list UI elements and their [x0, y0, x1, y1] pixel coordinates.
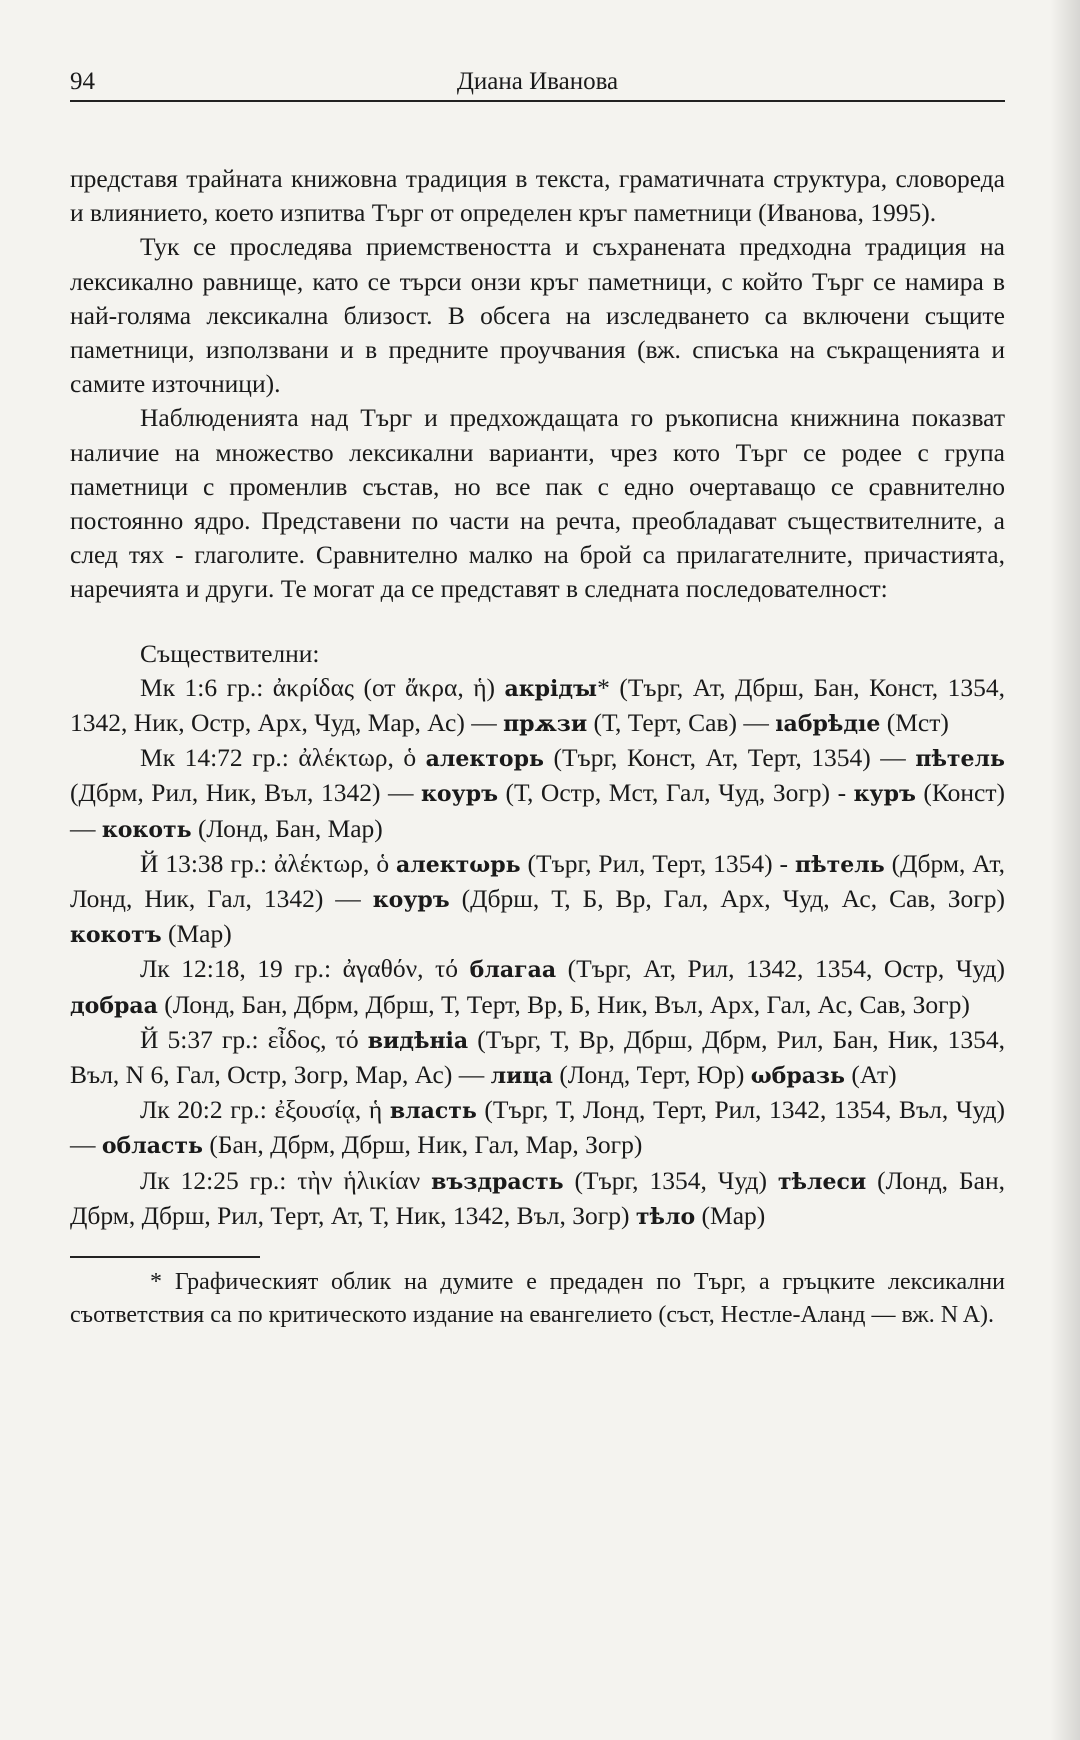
entry: Й 13:38 гр.: ἀλέκτωρ, ὁ алектωрь (Търг, Рил, Терт, 1354) - пѣтель (Дбрм, Ат, Лонд, Ник, Гал, 1342) — коуръ (Дбрш, Т, Б, Вр, Гал, Арх, Чуд, Ас, Сав, Зогр) кокотъ (Мар) — [70, 848, 1006, 949]
running-head: Диана Иванова — [456, 68, 619, 95]
page-number: 94 — [70, 68, 95, 95]
paragraph: Наблюденията над Търг и предхождащата го ръкописна книжнина показват наличие на множество лексикални варианти, чрез кото Търг се родее с група паметници с променлив състав, но все пак с едно очертаващо се сравнително постоянно ядро. Представени по части на речта, преобладават съществителните, а след тях - глаголите. Сравнително малко на брой са прилагателните, причастията, наречията и други. Те могат да се представят в следната последователност: — [70, 403, 1005, 604]
paragraph: Тук се проследява приемствеността и съхранената предходна традиция на лексикално равнище, като се търси онзи кръг паметници, с който Търг се намира в най-голяма лексикална близост. В обсега на изследването са включени същите паметници, използвани и в предните проучвания (вж. списъка на съкращенията и самите източници). — [70, 232, 1005, 399]
entry: Мк 14:72 гр.: ἀλέκτωρ, ὁ алекторь (Търг, Конст, Ат, Терт, 1354) — пѣтель (Дбрм, Рил, Ник, Въл, 1342) — коуръ (Т, Остр, Мст, Гал, Чуд, Зогр) - куръ (Конст) — кокоть (Лонд, Бан, Мар) — [70, 743, 1005, 843]
section-heading: Съществителни: — [140, 638, 320, 668]
entry: Лк 20:2 гр.: ἐξουσίᾳ, ἡ власть (Търг, Т, Лонд, Терт, Рил, 1342, 1354, Въл, Чуд) — область (Бан, Дбрм, Дбрш, Ник, Гал, Мар, Зогр) — [70, 1095, 1006, 1160]
footnote-divider — [70, 1256, 260, 1258]
page — [70, 64, 1005, 1332]
footnote: * Графическият облик на думите е предаден по Търг, а гръцките лексикални съответствия са по критическото издание на евангелието (съст, Нестле-Аланд — вж. N A). — [70, 1269, 1005, 1329]
lexical-entries — [70, 637, 1005, 1234]
entry: Лк 12:18, 19 гр.: ἀγαθόν, τό благаа (Търг, Ат, Рил, 1342, 1354, Остр, Чуд) добраа (Лонд, Бан, Дбрм, Дбрш, Т, Терт, Вр, Б, Ник, Въл, Арх, Гал, Ас, Сав, Зогр) — [70, 954, 1005, 1019]
page-header — [70, 64, 1005, 102]
entry: Й 5:37 гр.: εἶδος, τό видѣніа (Търг, Т, Вр, Дбрш, Дбрм, Рил, Бан, Ник, 1354, Въл, N 6, Гал, Остр, Зогр, Мар, Ас) — лица (Лонд, Терт, Юр) ωбразь (Ат) — [70, 1024, 1005, 1090]
body-text — [70, 162, 1005, 1332]
page-edge-shadow — [1050, 0, 1080, 1740]
paragraph: представя трайната книжовна традиция в текста, граматичната структура, словореда и влиянието, което изпитва Търг от определен кръг паметници (Иванова, 1995). — [70, 164, 1005, 228]
entry: Лк 12:25 гр.: τὴν ἡλικίαν въздрасть (Търг, 1354, Чуд) тѣлеси (Лонд, Бан, Дбрм, Дбрш, Рил, Терт, Ат, Т, Ник, 1342, Въл, Зогр) тѣло (Мар) — [70, 1165, 1005, 1230]
entry: Мк 1:6 гр.: ἀκρίδας (от ἄκρα, ἡ) акрідꙑ* (Търг, Ат, Дбрш, Бан, Конст, 1354, 1342, Ник, Остр, Арх, Чуд, Мар, Ас) — прѫзи (Т, Терт, Сав) — ıабрѣдıе (Мст) — [70, 672, 1005, 738]
